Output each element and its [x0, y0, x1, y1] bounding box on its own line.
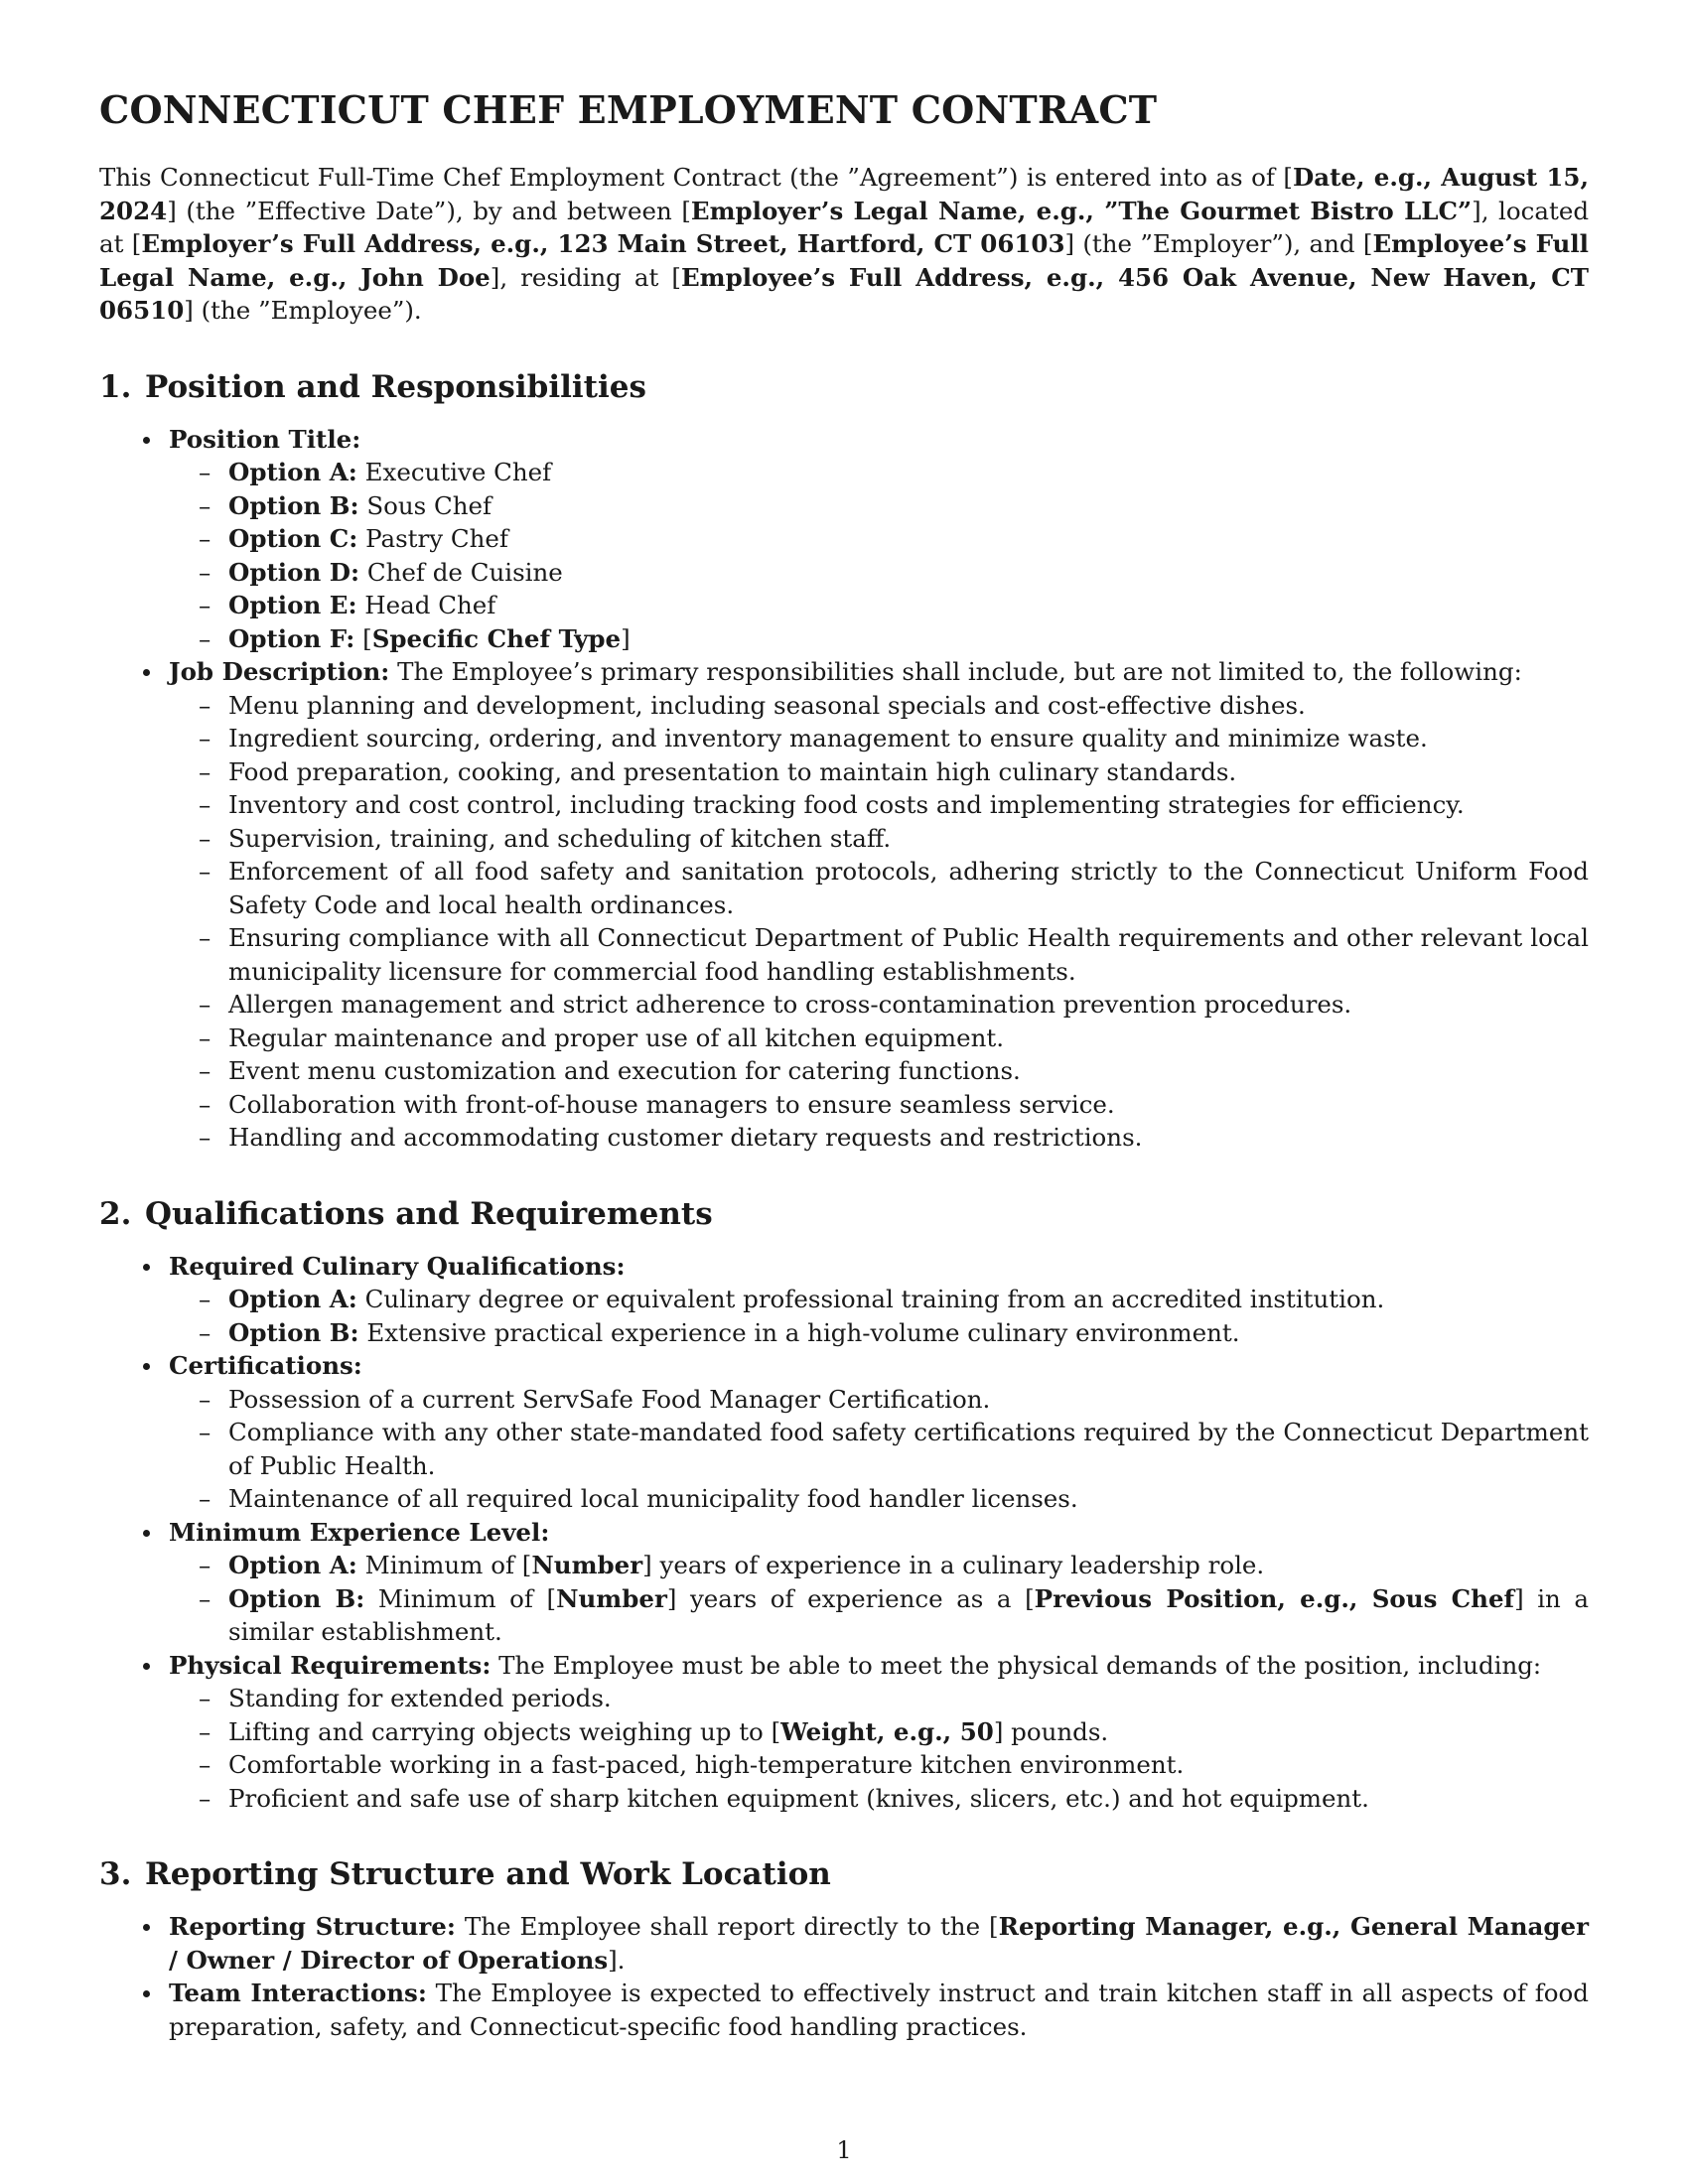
previous-position-placeholder: Previous Position, e.g., Sous Chef: [1034, 1583, 1515, 1613]
list-item: [228, 456, 1589, 489]
option-text: [: [354, 623, 372, 653]
intro-text: ], located at [: [99, 196, 1589, 258]
list-item-text: ] pounds.: [993, 1716, 1109, 1746]
list-item: – Supervision, training, and scheduling of kitchen staff.: [228, 822, 1589, 856]
section-heading-1: [99, 367, 1589, 407]
option-label: Option A:: [228, 1551, 357, 1579]
physical-requirements-list: [169, 1682, 1589, 1815]
section-heading-2: [99, 1194, 1589, 1234]
list-item: [228, 1549, 1589, 1582]
list-item: [228, 622, 1589, 656]
employer-name-placeholder: Employer’s Legal Name, e.g., ”The Gourmet Bistro LLC”: [690, 196, 1473, 225]
list-item: [228, 1582, 1589, 1649]
culinary-qualifications-item: [169, 1250, 1589, 1350]
intro-text: ] (the ”Employee”).: [184, 296, 422, 325]
section-number: 3.: [99, 1856, 132, 1892]
job-description-label: Job Description:: [169, 657, 390, 686]
list-item: – Standing for extended periods.: [228, 1682, 1589, 1715]
intro-paragraph: [99, 161, 1589, 328]
option-text: Minimum of [: [364, 1583, 557, 1613]
option-text: ] years of experience in a culinary leadership role.: [642, 1551, 1265, 1579]
list-item: – Proficient and safe use of sharp kitchen equipment (knives, slicers, etc.) and hot equipment.: [228, 1782, 1589, 1816]
list-item: [228, 589, 1589, 622]
option-text: Minimum of [: [356, 1551, 532, 1579]
experience-item: [169, 1516, 1589, 1649]
option-text: Extensive practical experience in a high-volume culinary environment.: [358, 1317, 1240, 1347]
chef-type-placeholder: Specific Chef Type: [371, 623, 622, 653]
option-text: Executive Chef: [356, 458, 552, 486]
reporting-structure-item: [169, 1910, 1589, 1977]
option-text: Sous Chef: [358, 490, 492, 520]
section-number: 2.: [99, 1195, 132, 1232]
option-text: Pastry Chef: [357, 524, 508, 553]
document-page: [99, 87, 1589, 2043]
employee-name-placeholder: Employee’s Full Legal Name, e.g., John Doe: [99, 229, 1589, 292]
physical-requirements-label: Physical Requirements:: [169, 1650, 492, 1680]
option-label: Option B:: [228, 1583, 365, 1613]
list-item: – Allergen management and strict adherence to cross-contamination prevention procedures.: [228, 988, 1589, 1022]
list-item: [228, 556, 1589, 590]
option-text: Head Chef: [356, 591, 496, 619]
list-item: – Compliance with any other state-mandated food safety certifications required by the Connecticut Department of Public Health.: [228, 1416, 1589, 1482]
list-item-text: Lifting and carrying objects weighing up to [: [228, 1716, 781, 1746]
number-placeholder: Number: [556, 1583, 667, 1613]
duties-list: [169, 689, 1589, 1155]
section-2-list: [99, 1250, 1589, 1816]
option-label: Option C:: [228, 524, 358, 553]
list-item: – Menu planning and development, including seasonal specials and cost-effective dishes.: [228, 689, 1589, 723]
position-options: [169, 456, 1589, 655]
list-item: [228, 489, 1589, 523]
number-placeholder: Number: [531, 1551, 643, 1579]
option-label: Option A:: [228, 1285, 357, 1313]
physical-requirements-item: [169, 1649, 1589, 1816]
team-interactions-text: The Employee is expected to effectively instruct and train kitchen staff in all aspects of food preparation, safety, and Connecticut-specific food handling practices.: [169, 1979, 1589, 2041]
reporting-structure-text: ].: [608, 1945, 626, 1975]
list-item: – Handling and accommodating customer dietary requests and restrictions.: [228, 1121, 1589, 1155]
certifications-list: [169, 1383, 1589, 1516]
experience-options: [169, 1549, 1589, 1649]
list-item: – Enforcement of all food safety and sanitation protocols, adhering strictly to the Connecticut Uniform Food Safety Code and local health ordinances.: [228, 855, 1589, 921]
position-title-label: Position Title:: [169, 424, 361, 454]
option-text: Culinary degree or equivalent professional training from an accredited institution.: [356, 1285, 1385, 1313]
employer-address-placeholder: Employer’s Full Address, e.g., 123 Main Street, Hartford, CT 06103: [141, 229, 1065, 258]
reporting-manager-placeholder: Reporting Manager, e.g., General Manager / Owner / Director of Operations: [169, 1912, 1590, 1975]
option-label: Option E:: [228, 591, 357, 619]
culinary-options: [169, 1283, 1589, 1349]
job-description-text: The Employee’s primary responsibilities shall include, but are not limited to, the following:: [389, 657, 1522, 686]
employee-address-placeholder: Employee’s Full Address, e.g., 456 Oak Avenue, New Haven, CT 06510: [99, 262, 1589, 325]
option-text: ]: [621, 623, 631, 653]
section-3-list: [99, 1910, 1589, 2043]
list-item: – Ensuring compliance with all Connecticut Department of Public Health requirements and other relevant local municipality licensure for commercial food handling establishments.: [228, 921, 1589, 988]
option-text: ] in a similar establishment.: [228, 1583, 1589, 1646]
certifications-item: [169, 1349, 1589, 1516]
culinary-qualifications-label: Required Culinary Qualifications:: [169, 1251, 626, 1281]
intro-text: ] (the ”Effective Date”), by and between [: [167, 196, 691, 225]
option-label: Option A:: [228, 458, 357, 486]
section-number: 1.: [99, 368, 132, 405]
option-label: Option B:: [228, 490, 359, 520]
intro-text: This Connecticut Full-Time Chef Employment Contract (the ”Agreement”) is entered into as of [: [99, 163, 1293, 192]
section-title: Position and Responsibilities: [145, 368, 646, 405]
list-item: [228, 1283, 1589, 1316]
team-interactions-label: Team Interactions:: [169, 1979, 427, 2007]
list-item: – Possession of a current ServSafe Food Manager Certification.: [228, 1383, 1589, 1417]
list-item: – Ingredient sourcing, ordering, and inventory management to ensure quality and minimize waste.: [228, 722, 1589, 755]
section-title: Qualifications and Requirements: [145, 1195, 713, 1232]
list-item: – Inventory and cost control, including tracking food costs and implementing strategies for efficiency.: [228, 788, 1589, 822]
team-interactions-item: [169, 1977, 1589, 2043]
option-text: ] years of experience as a [: [666, 1583, 1035, 1613]
list-item: [228, 1715, 1589, 1749]
intro-text: ], residing at [: [490, 262, 681, 292]
list-item: [228, 1316, 1589, 1350]
list-item: – Comfortable working in a fast-paced, high-temperature kitchen environment.: [228, 1748, 1589, 1782]
option-label: Option B:: [228, 1317, 359, 1347]
job-description-item: [169, 655, 1589, 1155]
option-text: Chef de Cuisine: [359, 557, 563, 587]
section-title: Reporting Structure and Work Location: [145, 1856, 831, 1892]
option-label: Option D:: [228, 557, 360, 587]
list-item: – Regular maintenance and proper use of all kitchen equipment.: [228, 1022, 1589, 1055]
list-item: – Food preparation, cooking, and presentation to maintain high culinary standards.: [228, 755, 1589, 789]
option-label: Option F:: [228, 623, 355, 653]
reporting-structure-label: Reporting Structure:: [169, 1912, 456, 1941]
weight-placeholder: Weight, e.g., 50: [780, 1716, 994, 1746]
list-item: – Event menu customization and execution for catering functions.: [228, 1054, 1589, 1088]
document-title: CONNECTICUT CHEF EMPLOYMENT CONTRACT: [99, 87, 1158, 132]
page-number: 1: [836, 2136, 852, 2164]
list-item: [228, 522, 1589, 556]
reporting-structure-text: The Employee shall report directly to the [: [455, 1912, 999, 1941]
list-item: – Maintenance of all required local municipality food handler licenses.: [228, 1482, 1589, 1516]
position-title-item: [169, 423, 1589, 656]
list-item: – Collaboration with front-of-house managers to ensure seamless service.: [228, 1088, 1589, 1122]
section-1-list: [99, 423, 1589, 1155]
certifications-label: Certifications:: [169, 1351, 362, 1380]
section-heading-3: [99, 1854, 1589, 1894]
experience-label: Minimum Experience Level:: [169, 1517, 550, 1547]
intro-text: ] (the ”Employer”), and [: [1064, 229, 1373, 258]
effective-date-placeholder: Date, e.g., August 15, 2024: [99, 163, 1589, 225]
physical-requirements-text: The Employee must be able to meet the physical demands of the position, including:: [491, 1650, 1542, 1680]
